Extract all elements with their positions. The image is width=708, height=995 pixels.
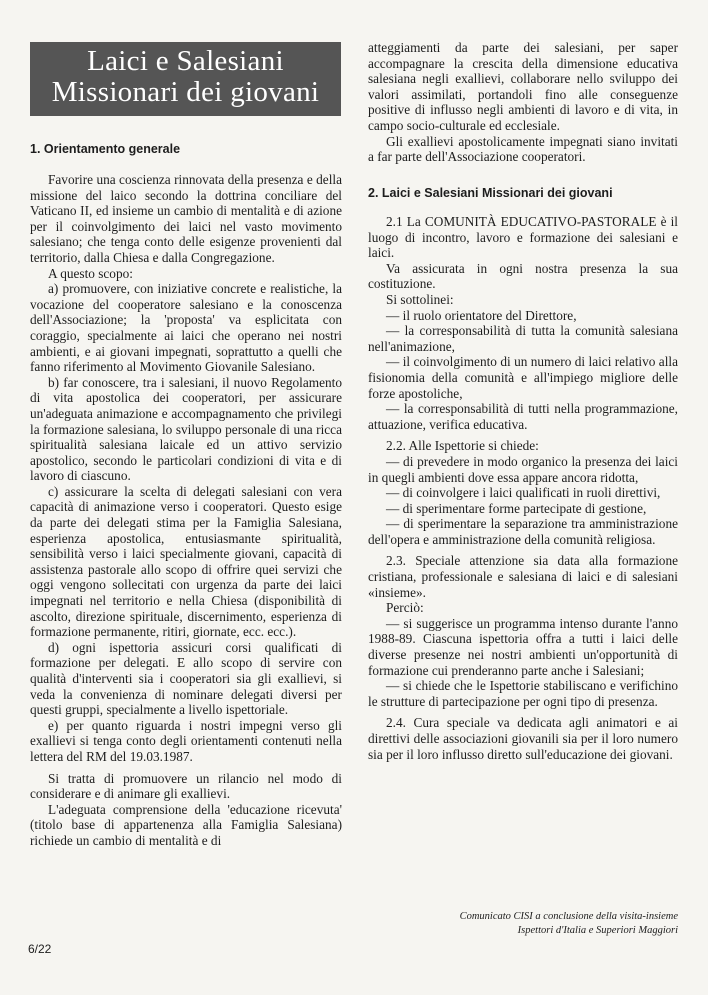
paragraph: — di sperimentare la separazione tra amministrazione dell'opera e amministrazione della comunità religiosa. (368, 516, 678, 547)
paragraph: A questo scopo: (48, 265, 133, 281)
paragraph: — si suggerisce un programma intenso durante l'anno 1988-89. Ciascuna ispettoria offra a tutti i laici delle diverse presenze nei nostri ambienti un'opportunità di formazione cui prenderanno parte anche i Salesiani; (368, 615, 678, 678)
paragraph: — il coinvolgimento di un numero di laici relativo alla fisionomia della comunità e all'impiego migliore delle forze apostoliche, (368, 354, 678, 401)
paragraph: Va assicurata in ogni nostra presenza la sua costituzione. (368, 260, 678, 292)
paragraph: b) far conoscere, tra i salesiani, il nuovo Regolamento di vita apostolica dei cooperatori, per assicurare un'adeguata animazione e accompagnamento che privilegi la formazione salesiana, lo sviluppo personale di una ricca spiritualità salesiana laicale ed un attivo servizio apostolico, secondo le particolari condizioni di vita e di lavoro di ciascuno. (30, 374, 342, 484)
title-line-2: Missionari dei giovani (51, 76, 320, 108)
section-2-heading: 2. Laici e Salesiani Missionari dei giovani (368, 186, 613, 200)
paragraph: 2.2. Alle Ispettorie si chiede: (386, 438, 539, 454)
paragraph: 2.1 La COMUNITÀ EDUCATIVO-PASTORALE è il luogo di incontro, lavoro e formazione dei salesiani e laici. (368, 214, 678, 261)
source-note (378, 910, 678, 938)
paragraph: — si chiede che le Ispettorie stabiliscano e verifichino le strutture di partecipazione per ogni tipo di presenza. (368, 678, 678, 709)
paragraph: — di coinvolgere i laici qualificati in ruoli direttivi, (386, 485, 661, 501)
paragraph: atteggiamenti da parte dei salesiani, per saper accompagnare la crescita della dimensione educativa salesiana negli exallievi, collaborare nello sviluppo dei valori assimilati, portandoli fino alle conseguenze positive di influsso negli ambienti di lavoro e di vita, in campo socio-culturale ed ecclesiale. (368, 40, 678, 133)
paragraph: d) ogni ispettoria assicuri corsi qualificati di formazione per delegati. E allo scopo di servire con qualità d'interventi sia i cooperatori sia gli exallievi, si veda la convenienza di nominare delegati diversi per questi gruppi, specialmente a livello ispettoriale. (30, 639, 342, 718)
right-column-text (368, 214, 678, 762)
paragraph: Si tratta di promuovere un rilancio nel modo di considerare e di animare gli exallievi. (30, 770, 342, 802)
page-number: 6/22 (28, 942, 52, 956)
right-column-intro (368, 40, 678, 165)
left-column-text (30, 172, 342, 849)
paragraph: — di sperimentare forme partecipate di gestione, (386, 500, 647, 516)
paragraph: Favorire una coscienza rinnovata della presenza e della missione del laico secondo la dottrina conciliare del Vaticano II, ed insieme un cambio di mentalità e di azione per il coinvolgimento dei laici nel vasto movimento salesiano; che tenga conto delle esigenze provenienti dal territorio, dalla Chiesa e dalla Congregazione. (30, 172, 342, 265)
source-note-line-2: Ispettori d'Italia e Superiori Maggiori (517, 925, 678, 936)
paragraph: — la corresponsabilità di tutti nella programmazione, attuazione, verifica educativa. (368, 401, 678, 432)
paragraph: e) per quanto riguarda i nostri impegni verso gli exallievi si tenga conto degli orientamenti contenuti nella lettera del RM del 19.03.1987. (30, 717, 342, 764)
paragraph: 2.4. Cura speciale va dedicata agli animatori e ai direttivi delle associazioni giovanili sia per il loro numero sia per il loro influsso diretto sull'educazione dei giovani. (368, 715, 678, 762)
paragraph: Gli exallievi apostolicamente impegnati siano invitati a far parte dell'Associazione cooperatori. (368, 133, 678, 165)
paragraph: a) promuovere, con iniziative concrete e realistiche, la vocazione del cooperatore salesiano e la conoscenza dell'Associazione; la 'proposta' va esplicitata con coraggio, specialmente ai laici che operano nei nostri ambienti, e ai giovani impegnati, soprattutto a quelli che fanno riferimento al Movimento Giovanile Salesiano. (30, 281, 342, 375)
paragraph: Si sottolinei: (386, 291, 454, 307)
paragraph: Perciò: (386, 600, 424, 616)
paragraph: — di prevedere in modo organico la presenza dei laici in quegli ambienti dove essa appare ancora ridotta, (368, 453, 678, 485)
article-title (30, 42, 341, 116)
paragraph: L'adeguata comprensione della 'educazione ricevuta' (titolo base di appartenenza alla Famiglia Salesiana) richiede un cambio di mentalità e di (30, 801, 342, 848)
paragraph: 2.3. Speciale attenzione sia data alla formazione cristiana, professionale e salesiana di laici e di salesiani «insieme». (368, 553, 678, 600)
section-1-heading: 1. Orientamento generale (30, 142, 181, 156)
paragraph: — il ruolo orientatore del Direttore, (386, 307, 577, 323)
title-line-1: Laici e Salesiani (87, 45, 284, 77)
paragraph: — la corresponsabilità di tutta la comunità salesiana nell'animazione, (368, 323, 678, 354)
paragraph: c) assicurare la scelta di delegati salesiani con vera capacità di animazione verso i cooperatori. Questo esige da parte dei delegati stima per la Famiglia Salesiana, esperienza apostolica, entusiasmante spiritualità, sensibilità verso i laici specialmente giovani, capacità di assistenza pastorale allo scopo di offrire quei servizi che oggi vengono sollecitati con urgenza da parte dei laici impegnati nel territorio e nella Chiesa (disponibilità di ascolto, direzione spirituale, discernimento, esperienza di formazione permanente, ritiri, giornate, ecc. ecc.). (30, 483, 342, 640)
source-note-line-1: Comunicato CISI a conclusione della visita-insieme (459, 911, 678, 922)
